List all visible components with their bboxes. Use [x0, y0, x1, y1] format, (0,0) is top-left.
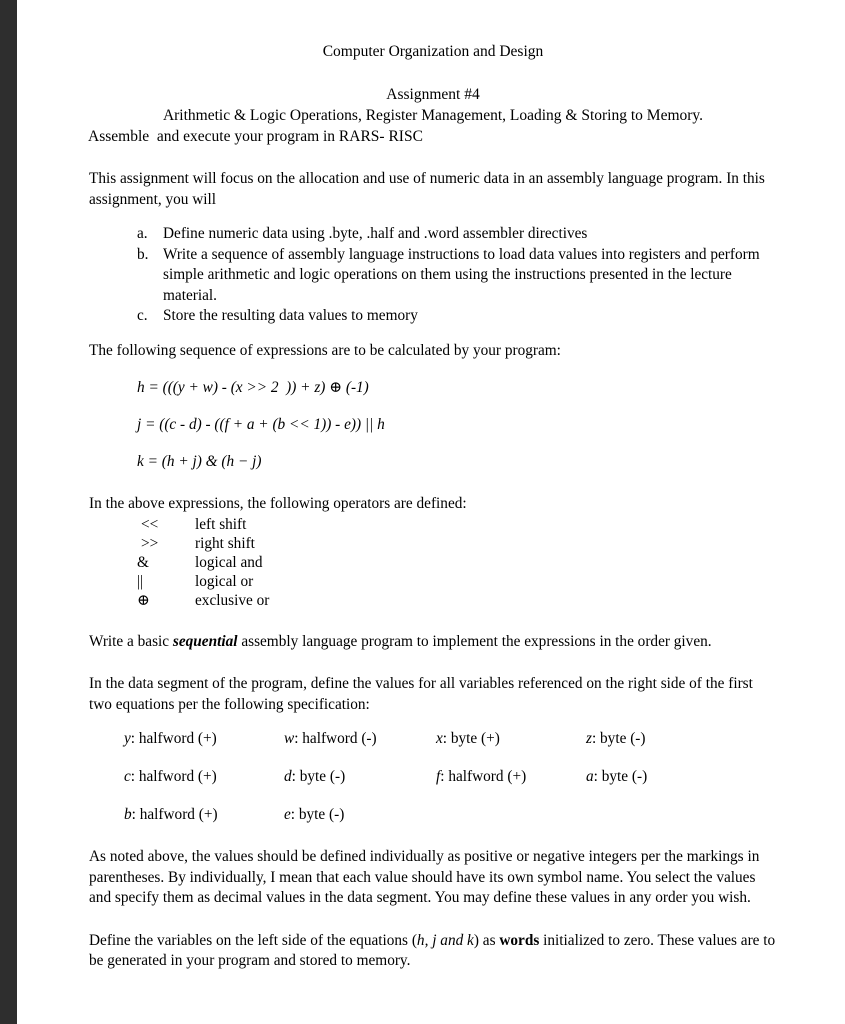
variable-cell [586, 767, 744, 805]
assignment-subtitle: Arithmetic & Logic Operations, Register Management, Loading & Storing to Memory. [162, 107, 704, 124]
table-row [133, 553, 269, 572]
spacer [89, 327, 777, 341]
define-words-bold: words [499, 931, 540, 949]
spacer [89, 909, 777, 931]
spacer [89, 210, 777, 224]
variable-name: x [436, 730, 443, 747]
variable-name: b [124, 806, 132, 823]
define-words-part3: initialized to zero. These values are to be generated in your program and stored to memory. [89, 931, 776, 969]
operator-symbol: ⊕ [137, 591, 150, 609]
operator-meaning: right shift [195, 534, 255, 552]
variable-cell [124, 805, 284, 825]
equation-j: j = ((c - d) - ((f + a + (b << 1)) - e)) || h [137, 416, 385, 433]
spacer [89, 652, 777, 674]
define-words-variables: h, j and k [416, 931, 474, 949]
variable-spec: : halfword (-) [294, 730, 377, 747]
list-item-text: Write a sequence of assembly language instructions to load data values into registers and perform simple arithmetic and logic operations on them using the instructions presented in the lecture material. [163, 245, 760, 304]
operator-symbol: >> [141, 534, 159, 552]
sequential-paragraph [89, 632, 777, 653]
table-row [133, 572, 269, 591]
variable-name: c [124, 768, 131, 785]
operator-meaning: logical and [195, 553, 263, 571]
variable-spec: : halfword (+) [131, 806, 218, 823]
table-row [124, 729, 744, 767]
variable-name: w [284, 730, 295, 747]
document-page [17, 0, 845, 1024]
variable-spec: : byte (-) [593, 768, 648, 785]
spacer [89, 398, 777, 415]
page-title: Computer Organization and Design [322, 43, 544, 60]
spacer [89, 610, 777, 632]
variable-cell [586, 729, 744, 767]
equation-h: h = (((y + w) - (x >> 2 )) + z) ⊕ (-1) [137, 379, 369, 396]
spacer [89, 715, 777, 729]
spacer [89, 361, 777, 378]
variable-cell [436, 805, 586, 825]
table-row [133, 534, 269, 553]
assemble-instruction-line: Assemble and execute your program in RARS- RISC [88, 128, 423, 145]
list-item-text: Define numeric data using .byte, .half and .word assembler directives [163, 225, 588, 242]
variable-name: e [284, 806, 291, 823]
variable-spec: : halfword (+) [130, 730, 217, 747]
spacer [89, 472, 777, 494]
list-item [89, 224, 777, 245]
spacer [89, 435, 777, 452]
variable-spec: : byte (-) [290, 806, 345, 823]
table-row [133, 515, 269, 534]
table-row [133, 591, 269, 610]
operators-lead-in: In the above expressions, the following operators are defined: [89, 495, 467, 512]
notes-paragraph: As noted above, the values should be defined individually as positive or negative integers per the markings in parentheses. By individually, I mean that each value should have its own symbol name. You select the values and specify them as decimal values in the data segment. You may define these values in any order you wish. [89, 848, 760, 906]
variable-specification-grid [124, 729, 744, 825]
list-item-text: Store the resulting data values to memory [163, 307, 418, 324]
task-list [89, 224, 777, 327]
sequential-emphasis: sequential [172, 632, 238, 650]
define-words-part2: ) as [473, 931, 500, 949]
variable-cell [124, 729, 284, 767]
variable-cell [124, 767, 284, 805]
sequential-before: Write a basic [89, 632, 173, 650]
table-row [124, 805, 744, 825]
data-segment-paragraph: In the data segment of the program, define the values for all variables referenced on the right side of the first two equations per the following specification: [89, 675, 753, 713]
list-item [89, 306, 777, 327]
list-marker: c. [137, 307, 148, 324]
variable-spec: : halfword (+) [440, 768, 527, 785]
variable-spec: : byte (+) [442, 730, 500, 747]
list-marker: a. [137, 225, 148, 242]
operator-symbol: & [137, 553, 149, 571]
variable-spec: : halfword (+) [130, 768, 217, 785]
operator-meaning: exclusive or [195, 591, 270, 609]
variable-cell [284, 805, 436, 825]
document-content [89, 42, 777, 972]
variable-cell [586, 805, 744, 825]
operator-symbol: || [137, 572, 144, 590]
operator-symbol: << [141, 515, 159, 533]
variable-name: f [436, 768, 441, 785]
spacer [89, 825, 777, 847]
operator-meaning: left shift [195, 515, 247, 533]
scan-edge-band [0, 0, 17, 1024]
spacer [89, 147, 777, 169]
define-words-part1: Define the variables on the left side of the equations ( [89, 931, 417, 949]
expressions-lead-in: The following sequence of expressions are to be calculated by your program: [89, 341, 561, 359]
spacer [89, 62, 777, 84]
variable-cell [436, 767, 586, 805]
define-words-paragraph [89, 931, 777, 972]
variable-cell [284, 729, 436, 767]
operator-meaning: logical or [195, 572, 254, 590]
variable-name: a [586, 768, 594, 785]
table-row [124, 767, 744, 805]
list-item [89, 245, 777, 307]
sequential-after: assembly language program to implement the expressions in the order given. [237, 632, 712, 650]
variable-cell [284, 767, 436, 805]
equation-k: k = (h + j) & (h − j) [137, 453, 262, 470]
variable-spec: : byte (-) [591, 730, 646, 747]
list-marker: b. [137, 245, 149, 263]
variable-cell [436, 729, 586, 767]
assignment-label: Assignment #4 [386, 86, 480, 103]
variable-spec: : byte (-) [291, 768, 346, 785]
variable-name: d [284, 768, 292, 785]
intro-paragraph: This assignment will focus on the allocation and use of numeric data in an assembly language program. In this assignment, you will [89, 170, 765, 208]
variable-name: z [586, 730, 592, 747]
variable-name: y [124, 730, 131, 747]
operator-definition-table [133, 515, 269, 610]
